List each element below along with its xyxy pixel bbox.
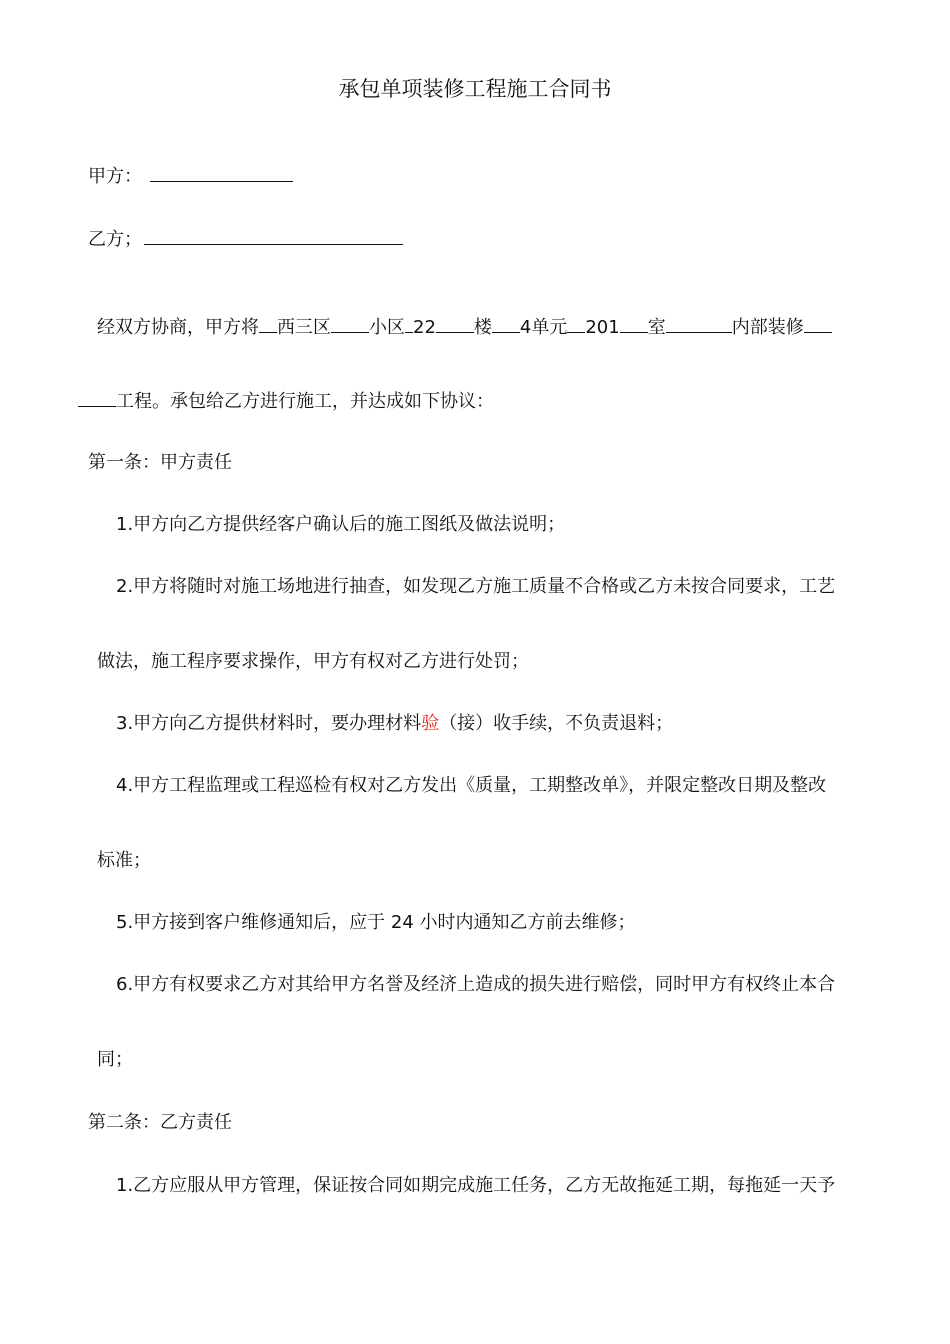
article-1-item-6-cont: 同； (97, 1049, 133, 1070)
article-1-heading: 第一条：甲方责任 (88, 452, 232, 473)
blank (567, 314, 585, 333)
building-number: 4 (519, 317, 532, 338)
blank (259, 314, 277, 333)
intro-text: 单元 (531, 317, 568, 338)
article-2-heading: 第二条：乙方责任 (88, 1112, 232, 1133)
community-number: 22 (413, 317, 436, 338)
district-value: 西三区 (277, 317, 331, 338)
article-1-item-4: 4.甲方工程监理或工程巡检有权对乙方发出《质量，工期整改单》，并限定整改日期及整改 (116, 775, 827, 796)
article-1-item-3 (116, 712, 673, 736)
blank (405, 314, 413, 333)
intro-text: 小区 (369, 317, 405, 338)
blank (666, 314, 732, 333)
intro-line-2 (78, 388, 494, 414)
intro-text: 室 (647, 317, 666, 338)
party-b-label: 乙方； (88, 229, 142, 250)
document-title: 承包单项装修工程施工合同书 (338, 77, 612, 101)
blank (804, 314, 832, 333)
party-a-label: 甲方： (88, 166, 142, 187)
blank (331, 314, 369, 333)
intro-line-1 (97, 314, 832, 340)
unit-number: 201 (585, 317, 620, 338)
blank (436, 314, 474, 333)
article-1-item-5: 5.甲方接到客户维修通知后，应于 24 小时内通知乙方前去维修； (116, 912, 636, 933)
article-2-item-1: 1.乙方应服从甲方管理，保证按合同如期完成施工任务，乙方无故拖延工期，每拖延一天予 (116, 1175, 836, 1196)
article-1-item-4-cont: 标准； (97, 850, 151, 871)
article-1-item-6: 6.甲方有权要求乙方对其给甲方名誉及经济上造成的损失进行赔偿，同时甲方有权终止本合 (116, 974, 836, 995)
blank (620, 314, 648, 333)
party-a-line (88, 163, 293, 189)
party-b-line (88, 226, 403, 252)
article-1-item-2-cont: 做法，施工程序要求操作，甲方有权对乙方进行处罚； (97, 651, 529, 672)
blank (492, 314, 520, 333)
party-a-blank (150, 163, 293, 182)
intro-text: 楼 (473, 317, 492, 338)
highlighted-text: 验 (421, 713, 440, 734)
intro-text: 工程。承包给乙方进行施工，并达成如下协议： (116, 391, 494, 412)
article-1-item-2: 2.甲方将随时对施工场地进行抽查，如发现乙方施工质量不合格或乙方未按合同要求，工艺 (116, 576, 836, 597)
article-1-item-1: 1.甲方向乙方提供经客户确认后的施工图纸及做法说明； (116, 514, 566, 535)
blank (78, 388, 116, 407)
item-text: （接）收手续，不负责退料； (439, 713, 674, 734)
intro-text: 经双方协商，甲方将 (97, 317, 259, 338)
intro-text: 内部装修 (731, 317, 804, 338)
party-b-blank (144, 226, 403, 245)
item-text: 3.甲方向乙方提供材料时，要办理材料 (116, 713, 422, 734)
